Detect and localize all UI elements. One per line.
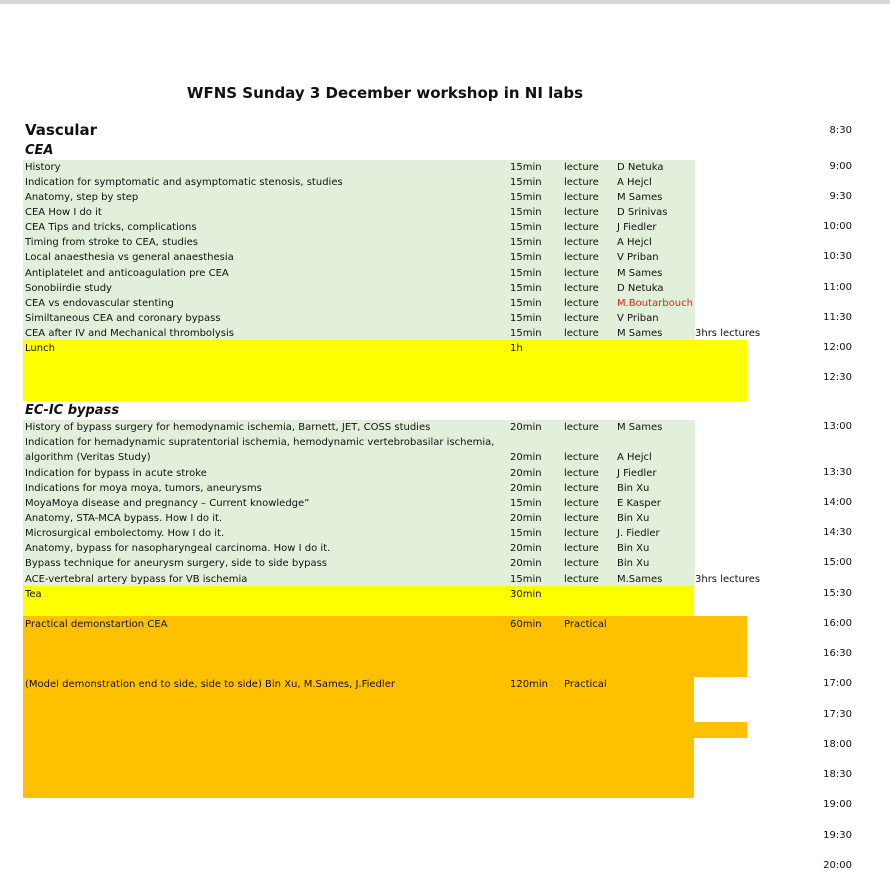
time-label: 11:00	[823, 282, 852, 293]
topic-cell: Similtaneous CEA and coronary bypass	[25, 313, 221, 324]
time-label: 16:00	[823, 618, 852, 629]
practical-row	[0, 617, 890, 632]
table-row	[0, 541, 890, 556]
topic-cell: CEA after IV and Mechanical thrombolysis	[25, 328, 234, 339]
topic-cell: Indication for hemadynamic supratentorial ischemia, hemodynamic vertebrobasilar ischemia,	[25, 437, 495, 448]
duration-cell: 15min	[510, 237, 542, 248]
table-row	[0, 281, 890, 296]
table-row	[0, 190, 890, 205]
type-cell: lecture	[564, 237, 599, 248]
topic-cell: Sonobiirdie study	[25, 283, 112, 294]
lunch-row	[0, 341, 890, 356]
table-row	[0, 220, 890, 235]
time-label: 18:00	[823, 739, 852, 750]
duration-cell: 15min	[510, 177, 542, 188]
time-label: 12:00	[823, 342, 852, 353]
speaker-cell: Bin Xu	[617, 483, 650, 494]
topic-cell: History	[25, 162, 61, 173]
type-cell: lecture	[564, 558, 599, 569]
time-label: 14:30	[823, 527, 852, 538]
type-cell: lecture	[564, 268, 599, 279]
table-row	[0, 481, 890, 496]
topic-cell: Microsurgical embolectomy. How I do it.	[25, 528, 225, 539]
speaker-cell: E Kasper	[617, 498, 661, 509]
duration-cell: 120min	[510, 679, 548, 690]
duration-cell: 30min	[510, 589, 542, 600]
topic-cell: Tea	[25, 589, 42, 600]
duration-cell: 15min	[510, 283, 542, 294]
type-cell: lecture	[564, 222, 599, 233]
time-label: 18:30	[823, 769, 852, 780]
time-label: 15:30	[823, 588, 852, 599]
table-row	[0, 466, 890, 481]
topic-cell: History of bypass surgery for hemodynamic ischemia, Barnett, JET, COSS studies	[25, 422, 431, 433]
time-label: 10:00	[823, 221, 852, 232]
speaker-cell: D Netuka	[617, 283, 664, 294]
type-cell: lecture	[564, 528, 599, 539]
duration-cell: 15min	[510, 252, 542, 263]
table-row	[0, 311, 890, 326]
top-border	[0, 0, 890, 4]
table-row	[0, 266, 890, 281]
type-cell: lecture	[564, 313, 599, 324]
duration-cell: 20min	[510, 513, 542, 524]
speaker-cell: Bin Xu	[617, 513, 650, 524]
time-label: 20:00	[823, 860, 852, 871]
speaker-cell: V Priban	[617, 252, 659, 263]
type-cell: lecture	[564, 543, 599, 554]
practical-band-notch	[694, 722, 747, 738]
speaker-cell: A Hejcl	[617, 237, 652, 248]
note-cell: 3hrs lectures	[695, 328, 761, 339]
page-title: WFNS Sunday 3 December workshop in NI labs	[186, 84, 584, 102]
topic-cell: Anatomy, bypass for nasopharyngeal carcinoma. How I do it.	[25, 543, 331, 554]
table-row	[0, 435, 890, 450]
speaker-cell: D Netuka	[617, 162, 664, 173]
time-label: 11:30	[823, 312, 852, 323]
time-label: 17:30	[823, 709, 852, 720]
duration-cell: 1h	[510, 343, 523, 354]
topic-cell: Indications for moya moya, tumors, aneurysms	[25, 483, 262, 494]
subsection-heading-cea: CEA	[25, 143, 54, 158]
speaker-cell: J. Fiedler	[617, 528, 660, 539]
topic-cell: Anatomy, STA-MCA bypass. How I do it.	[25, 513, 223, 524]
topic-cell: CEA Tips and tricks, complications	[25, 222, 197, 233]
speaker-cell-highlighted: M.Boutarbouch	[617, 298, 693, 309]
speaker-cell: M Sames	[617, 268, 663, 279]
duration-cell: 15min	[510, 313, 542, 324]
topic-cell: CEA How I do it	[25, 207, 102, 218]
duration-cell: 15min	[510, 268, 542, 279]
duration-cell: 15min	[510, 192, 542, 203]
subsection-heading-ecic: EC-IC bypass	[25, 403, 120, 418]
tea-row	[0, 587, 890, 602]
time-label: 17:00	[823, 678, 852, 689]
type-cell: lecture	[564, 422, 599, 433]
table-row	[0, 496, 890, 511]
table-row	[0, 235, 890, 250]
topic-cell: Indication for bypass in acute stroke	[25, 468, 207, 479]
topic-cell: Local anaesthesia vs general anaesthesia	[25, 252, 234, 263]
type-cell: lecture	[564, 177, 599, 188]
time-label: 14:00	[823, 497, 852, 508]
speaker-cell: M Sames	[617, 328, 663, 339]
time-label: 13:30	[823, 467, 852, 478]
duration-cell: 20min	[510, 452, 542, 463]
duration-cell: 15min	[510, 498, 542, 509]
type-cell: lecture	[564, 192, 599, 203]
type-cell: lecture	[564, 298, 599, 309]
table-row	[0, 572, 890, 587]
type-cell: lecture	[564, 207, 599, 218]
speaker-cell: M Sames	[617, 192, 663, 203]
type-cell: lecture	[564, 452, 599, 463]
topic-cell: Lunch	[25, 343, 55, 354]
time-label: 15:00	[823, 557, 852, 568]
time-label: 12:30	[823, 372, 852, 383]
time-label: 8:30	[829, 125, 852, 136]
time-label: 19:00	[823, 799, 852, 810]
duration-cell: 20min	[510, 558, 542, 569]
time-label: 9:30	[829, 191, 852, 202]
duration-cell: 15min	[510, 298, 542, 309]
duration-cell: 20min	[510, 543, 542, 554]
duration-cell: 15min	[510, 574, 542, 585]
topic-cell: Bypass technique for aneurysm surgery, side to side bypass	[25, 558, 328, 569]
topic-cell: Anatomy, step by step	[25, 192, 139, 203]
type-cell: lecture	[564, 162, 599, 173]
topic-cell: (Model demonstration end to side, side to side) Bin Xu, M.Sames, J.Fiedler	[25, 679, 395, 690]
table-row	[0, 250, 890, 265]
table-row	[0, 296, 890, 311]
topic-cell: Timing from stroke to CEA, studies	[25, 237, 198, 248]
duration-cell: 15min	[510, 328, 542, 339]
practical-row	[0, 677, 890, 692]
time-label: 19:30	[823, 830, 852, 841]
type-cell: Practical	[564, 679, 607, 690]
topic-cell: MoyaMoya disease and pregnancy – Current knowledge”	[25, 498, 310, 509]
practical-band-lower	[23, 677, 694, 798]
type-cell: lecture	[564, 574, 599, 585]
table-row	[0, 420, 890, 435]
duration-cell: 15min	[510, 222, 542, 233]
time-label: 10:30	[823, 251, 852, 262]
speaker-cell: M Sames	[617, 422, 663, 433]
speaker-cell: J Fiedler	[617, 222, 657, 233]
type-cell: lecture	[564, 328, 599, 339]
table-row	[0, 526, 890, 541]
section-heading-vascular: Vascular	[25, 121, 98, 139]
table-row	[0, 326, 890, 341]
speaker-cell: Bin Xu	[617, 558, 650, 569]
speaker-cell: Bin Xu	[617, 543, 650, 554]
note-cell: 3hrs lectures	[695, 574, 761, 585]
duration-cell: 15min	[510, 162, 542, 173]
table-row	[0, 450, 890, 465]
type-cell: lecture	[564, 252, 599, 263]
type-cell: Practical	[564, 619, 607, 630]
duration-cell: 15min	[510, 207, 542, 218]
table-row	[0, 511, 890, 526]
time-label: 9:00	[829, 161, 852, 172]
topic-cell: algorithm (Veritas Study)	[25, 452, 151, 463]
type-cell: lecture	[564, 498, 599, 509]
duration-cell: 20min	[510, 483, 542, 494]
type-cell: lecture	[564, 483, 599, 494]
type-cell: lecture	[564, 283, 599, 294]
table-row	[0, 205, 890, 220]
type-cell: lecture	[564, 513, 599, 524]
time-label: 13:00	[823, 421, 852, 432]
duration-cell: 20min	[510, 468, 542, 479]
speaker-cell: V Priban	[617, 313, 659, 324]
speaker-cell: A Hejcl	[617, 177, 652, 188]
speaker-cell: D Srinivas	[617, 207, 668, 218]
duration-cell: 15min	[510, 528, 542, 539]
topic-cell: CEA vs endovascular stenting	[25, 298, 174, 309]
speaker-cell: M.Sames	[617, 574, 663, 585]
table-row	[0, 160, 890, 175]
table-row	[0, 556, 890, 571]
speaker-cell: J Fiedler	[617, 468, 657, 479]
duration-cell: 60min	[510, 619, 542, 630]
topic-cell: Antiplatelet and anticoagulation pre CEA	[25, 268, 229, 279]
speaker-cell: A Hejcl	[617, 452, 652, 463]
table-row	[0, 175, 890, 190]
topic-cell: Practical demonstartion CEA	[25, 619, 168, 630]
duration-cell: 20min	[510, 422, 542, 433]
topic-cell: ACE-vertebral artery bypass for VB ischemia	[25, 574, 248, 585]
topic-cell: Indication for symptomatic and asymptomatic stenosis, studies	[25, 177, 343, 188]
type-cell: lecture	[564, 468, 599, 479]
time-label: 16:30	[823, 648, 852, 659]
